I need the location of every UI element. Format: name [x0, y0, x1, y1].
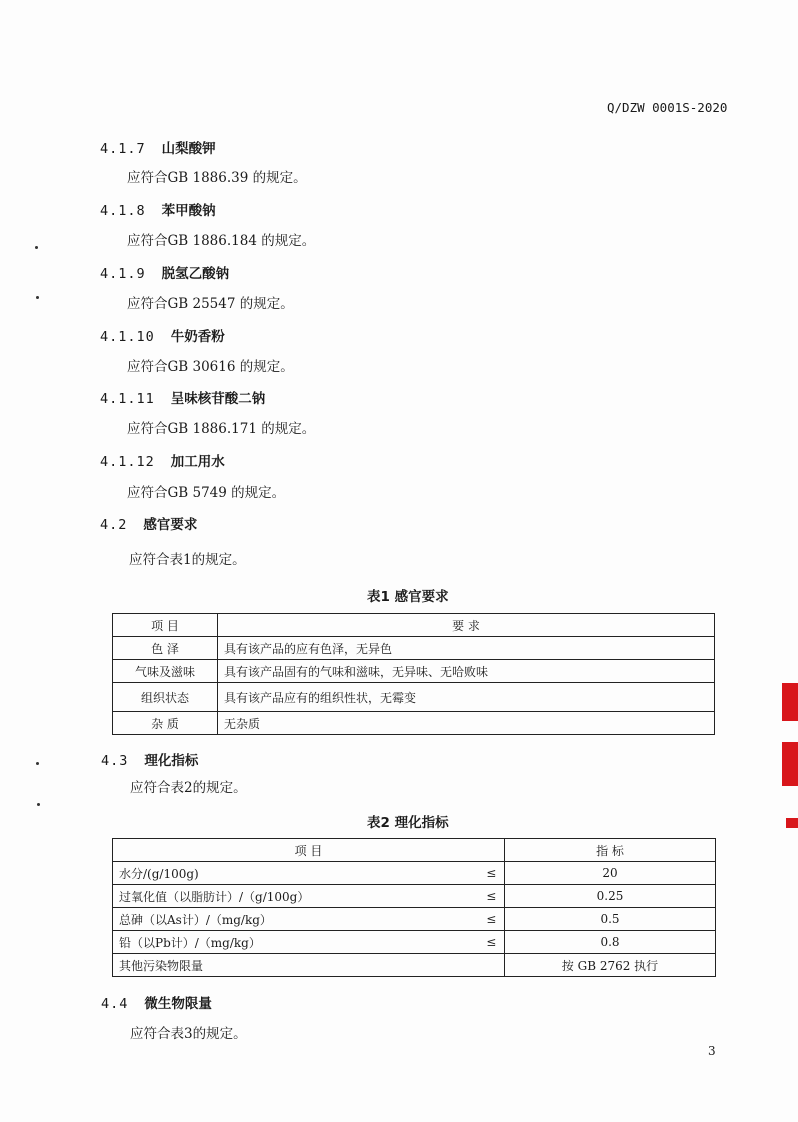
page-number: 3 — [708, 1044, 716, 1058]
table-cell: ≤ — [479, 931, 505, 954]
table-header-row — [113, 614, 715, 637]
section-number: 4.3 — [101, 753, 129, 769]
table-row — [113, 908, 716, 931]
section-heading — [100, 325, 225, 345]
section-number: 4.1.12 — [100, 454, 155, 470]
table-row — [113, 862, 716, 885]
table-cell: 水分/(g/100g) — [113, 862, 479, 885]
scan-speck — [37, 803, 40, 806]
section-number: 4.4 — [101, 996, 129, 1012]
table-cell: 按 GB 2762 执行 — [505, 954, 716, 977]
table-cell: ≤ — [479, 862, 505, 885]
section-text: 应符合表1的规定。 — [129, 552, 246, 568]
table-cell: 色 泽 — [113, 637, 218, 660]
table-row — [113, 660, 715, 683]
table-cell: 总砷（以As计）/（mg/kg） — [113, 908, 479, 931]
table-cell — [479, 954, 505, 977]
section-title: 呈味核苷酸二钠 — [170, 391, 266, 407]
table-header: 要 求 — [218, 614, 715, 637]
section-heading — [101, 992, 212, 1012]
section-number: 4.1.11 — [100, 391, 155, 407]
table-cell: 0.5 — [505, 908, 716, 931]
table-header: 指 标 — [505, 839, 716, 862]
table-cell: 0.25 — [505, 885, 716, 908]
section-text: 应符合GB 25547 的规定。 — [127, 296, 294, 312]
seal-fragment — [786, 818, 798, 828]
section-heading — [101, 749, 198, 769]
document-number: Q/DZW 0001S-2020 — [607, 100, 728, 115]
section-text: 应符合GB 1886.171 的规定。 — [127, 421, 316, 437]
section-text: 应符合表3的规定。 — [130, 1026, 247, 1042]
section-heading — [100, 513, 197, 533]
table-row — [113, 637, 715, 660]
section-heading — [100, 450, 225, 470]
table-cell: 具有该产品的应有色泽，无异色 — [218, 637, 715, 660]
table-row — [113, 712, 715, 735]
table-cell: 其他污染物限量 — [113, 954, 479, 977]
section-title: 苯甲酸钠 — [161, 203, 216, 219]
table-cell: ≤ — [479, 885, 505, 908]
section-title: 感官要求 — [143, 517, 198, 533]
section-title: 加工用水 — [170, 454, 225, 470]
table-row — [113, 954, 716, 977]
table-cell: 具有该产品应有的组织性状，无霉变 — [218, 683, 715, 712]
section-text: 应符合GB 5749 的规定。 — [127, 485, 286, 501]
section-text: 应符合GB 1886.39 的规定。 — [127, 170, 307, 186]
section-number: 4.1.7 — [100, 141, 146, 157]
table-row — [113, 885, 716, 908]
table-cell: 0.8 — [505, 931, 716, 954]
section-heading — [100, 137, 216, 157]
section-heading — [100, 262, 229, 282]
table-header: 项 目 — [113, 839, 505, 862]
seal-fragment — [782, 742, 798, 786]
table-cell: 铅（以Pb计）/（mg/kg） — [113, 931, 479, 954]
table-row — [113, 931, 716, 954]
section-heading — [100, 199, 216, 219]
section-heading — [100, 387, 265, 407]
physicochemical-table — [112, 838, 716, 977]
section-title: 理化指标 — [144, 753, 199, 769]
section-number: 4.2 — [100, 517, 128, 533]
scan-speck — [36, 762, 39, 765]
table2-caption: 表2 理化指标 — [367, 815, 449, 831]
table-cell: 具有该产品固有的气味和滋味，无异味、无哈败味 — [218, 660, 715, 683]
table-cell: 杂 质 — [113, 712, 218, 735]
section-title: 微生物限量 — [144, 996, 212, 1012]
table-header: 项 目 — [113, 614, 218, 637]
table-cell: 无杂质 — [218, 712, 715, 735]
table-cell: 组织状态 — [113, 683, 218, 712]
table-cell: 20 — [505, 862, 716, 885]
table-cell: ≤ — [479, 908, 505, 931]
section-title: 脱氢乙酸钠 — [161, 266, 230, 282]
table-cell: 过氧化值（以脂肪计）/（g/100g） — [113, 885, 479, 908]
section-number: 4.1.10 — [100, 329, 155, 345]
section-text: 应符合GB 1886.184 的规定。 — [127, 233, 316, 249]
section-title: 山梨酸钾 — [161, 141, 216, 157]
table-row — [113, 683, 715, 712]
section-number: 4.1.8 — [100, 203, 146, 219]
section-number: 4.1.9 — [100, 266, 146, 282]
table-header-row — [113, 839, 716, 862]
table-cell: 气味及滋味 — [113, 660, 218, 683]
seal-fragment — [782, 683, 798, 721]
sensory-table — [112, 613, 715, 735]
table1-caption: 表1 感官要求 — [367, 589, 449, 605]
scan-speck — [35, 246, 38, 249]
section-title: 牛奶香粉 — [170, 329, 225, 345]
section-text: 应符合表2的规定。 — [130, 780, 247, 796]
scan-speck — [36, 296, 39, 299]
section-text: 应符合GB 30616 的规定。 — [127, 359, 294, 375]
